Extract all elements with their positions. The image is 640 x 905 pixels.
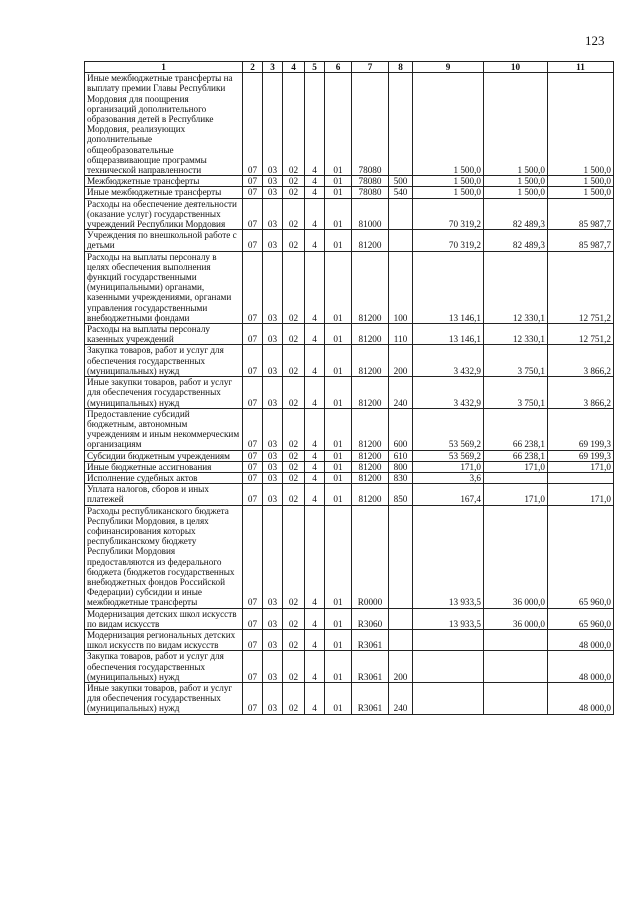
code-cell: 4: [305, 345, 325, 377]
amount-cell: 66 238,1: [484, 450, 548, 461]
table-row: [85, 198, 614, 230]
amount-cell: 1 500,0: [484, 73, 548, 176]
amount-cell: 85 987,7: [548, 198, 614, 230]
budget-table: [84, 61, 614, 715]
code-cell: 02: [283, 187, 305, 198]
code-cell: 500: [389, 176, 413, 187]
code-cell: 78080: [352, 187, 389, 198]
table-row: [85, 651, 614, 683]
code-cell: 610: [389, 450, 413, 461]
code-cell: 01: [325, 176, 352, 187]
code-cell: 02: [283, 251, 305, 323]
code-cell: 240: [389, 682, 413, 714]
amount-cell: 13 933,5: [413, 608, 484, 629]
amount-cell: 13 146,1: [413, 324, 484, 345]
amount-cell: 12 751,2: [548, 251, 614, 323]
amount-cell: 3 432,9: [413, 345, 484, 377]
page-number: 123: [585, 33, 605, 48]
column-header: 6: [325, 62, 352, 73]
code-cell: 81200: [352, 251, 389, 323]
code-cell: 03: [263, 230, 283, 251]
amount-cell: 70 319,2: [413, 230, 484, 251]
amount-cell: 1 500,0: [548, 73, 614, 176]
table-row: [85, 377, 614, 409]
code-cell: 01: [325, 629, 352, 650]
code-cell: 02: [283, 230, 305, 251]
code-cell: 03: [263, 461, 283, 472]
code-cell: 02: [283, 461, 305, 472]
expense-name-cell: Расходы республиканского бюджета Республики Мордовия, в целях софинансирования которых республиканскому бюджету Республики Мордовия предоставляются из федерального бюджета (бюджетов государственных внебюджетных фондов Российской Федерации) субсидии и иные межбюджетные трансферты: [85, 505, 243, 608]
code-cell: 01: [325, 408, 352, 450]
code-cell: 07: [243, 324, 263, 345]
code-cell: 01: [325, 472, 352, 483]
table-row: [85, 682, 614, 714]
code-cell: 03: [263, 251, 283, 323]
expense-name-cell: Иные межбюджетные трансферты: [85, 187, 243, 198]
table-row: [85, 345, 614, 377]
amount-cell: [548, 472, 614, 483]
code-cell: 03: [263, 450, 283, 461]
code-cell: 540: [389, 187, 413, 198]
code-cell: 4: [305, 176, 325, 187]
code-cell: 4: [305, 251, 325, 323]
expense-name-cell: Межбюджетные трансферты: [85, 176, 243, 187]
code-cell: 830: [389, 472, 413, 483]
code-cell: 01: [325, 377, 352, 409]
amount-cell: 3 866,2: [548, 345, 614, 377]
amount-cell: 12 751,2: [548, 324, 614, 345]
code-cell: 01: [325, 187, 352, 198]
amount-cell: 171,0: [413, 461, 484, 472]
amount-cell: 82 489,3: [484, 198, 548, 230]
code-cell: 4: [305, 484, 325, 505]
code-cell: 02: [283, 651, 305, 683]
amount-cell: 69 199,3: [548, 408, 614, 450]
code-cell: 03: [263, 73, 283, 176]
amount-cell: [484, 472, 548, 483]
code-cell: [389, 230, 413, 251]
table-row: [85, 629, 614, 650]
code-cell: 03: [263, 176, 283, 187]
expense-name-cell: Расходы на выплаты персоналу казенных учреждений: [85, 324, 243, 345]
code-cell: 01: [325, 484, 352, 505]
code-cell: 81200: [352, 345, 389, 377]
code-cell: 07: [243, 230, 263, 251]
code-cell: 02: [283, 484, 305, 505]
code-cell: 81200: [352, 450, 389, 461]
code-cell: 81200: [352, 230, 389, 251]
code-cell: 01: [325, 608, 352, 629]
amount-cell: 3 866,2: [548, 377, 614, 409]
code-cell: 03: [263, 377, 283, 409]
amount-cell: 85 987,7: [548, 230, 614, 251]
code-cell: 81200: [352, 377, 389, 409]
amount-cell: 1 500,0: [484, 187, 548, 198]
amount-cell: 1 500,0: [413, 73, 484, 176]
amount-cell: 3 432,9: [413, 377, 484, 409]
code-cell: 07: [243, 461, 263, 472]
amount-cell: 1 500,0: [484, 176, 548, 187]
code-cell: 07: [243, 377, 263, 409]
code-cell: 4: [305, 682, 325, 714]
code-cell: 07: [243, 608, 263, 629]
code-cell: 03: [263, 608, 283, 629]
column-header: 7: [352, 62, 389, 73]
amount-cell: [484, 629, 548, 650]
table-row: [85, 505, 614, 608]
table-row: [85, 230, 614, 251]
code-cell: 01: [325, 505, 352, 608]
code-cell: 03: [263, 198, 283, 230]
expense-name-cell: Закупка товаров, работ и услуг для обеспечения государственных (муниципальных) нужд: [85, 345, 243, 377]
code-cell: 81200: [352, 461, 389, 472]
code-cell: 03: [263, 324, 283, 345]
code-cell: 07: [243, 408, 263, 450]
column-header: 2: [243, 62, 263, 73]
code-cell: 03: [263, 651, 283, 683]
amount-cell: 3 750,1: [484, 377, 548, 409]
code-cell: 02: [283, 377, 305, 409]
code-cell: 02: [283, 176, 305, 187]
column-header: 3: [263, 62, 283, 73]
code-cell: 01: [325, 324, 352, 345]
expense-name-cell: Исполнение судебных актов: [85, 472, 243, 483]
amount-cell: 171,0: [548, 484, 614, 505]
amount-cell: 3,6: [413, 472, 484, 483]
amount-cell: 53 569,2: [413, 450, 484, 461]
code-cell: R3061: [352, 629, 389, 650]
column-header: 11: [548, 62, 614, 73]
code-cell: 4: [305, 198, 325, 230]
code-cell: 02: [283, 408, 305, 450]
code-cell: 02: [283, 345, 305, 377]
code-cell: 01: [325, 251, 352, 323]
code-cell: 07: [243, 450, 263, 461]
amount-cell: 1 500,0: [548, 187, 614, 198]
code-cell: 03: [263, 408, 283, 450]
expense-name-cell: Расходы на обеспечение деятельности (оказание услуг) государственных учреждений Республики Мордовия: [85, 198, 243, 230]
expense-name-cell: Учреждения по внешкольной работе с детьми: [85, 230, 243, 251]
code-cell: 07: [243, 484, 263, 505]
code-cell: 01: [325, 345, 352, 377]
amount-cell: 171,0: [484, 461, 548, 472]
code-cell: 07: [243, 505, 263, 608]
amount-cell: [413, 651, 484, 683]
amount-cell: [484, 651, 548, 683]
expense-name-cell: Субсидии бюджетным учреждениям: [85, 450, 243, 461]
code-cell: 07: [243, 629, 263, 650]
table-row: [85, 461, 614, 472]
code-cell: R3060: [352, 608, 389, 629]
code-cell: 81200: [352, 324, 389, 345]
table-row: [85, 176, 614, 187]
code-cell: 100: [389, 251, 413, 323]
code-cell: 07: [243, 472, 263, 483]
column-header: 10: [484, 62, 548, 73]
code-cell: 81200: [352, 484, 389, 505]
table-row: [85, 251, 614, 323]
code-cell: 03: [263, 629, 283, 650]
amount-cell: 48 000,0: [548, 629, 614, 650]
code-cell: 78080: [352, 176, 389, 187]
amount-cell: [484, 682, 548, 714]
column-header: 5: [305, 62, 325, 73]
code-cell: 240: [389, 377, 413, 409]
column-header: 4: [283, 62, 305, 73]
code-cell: 02: [283, 198, 305, 230]
code-cell: 78080: [352, 73, 389, 176]
code-cell: 01: [325, 450, 352, 461]
code-cell: [389, 629, 413, 650]
code-cell: 01: [325, 198, 352, 230]
expense-name-cell: Предоставление субсидий бюджетным, автономным учреждениям и иным некоммерческим организациям: [85, 408, 243, 450]
expense-name-cell: Иные закупки товаров, работ и услуг для обеспечения государственных (муниципальных) нужд: [85, 377, 243, 409]
expense-name-cell: Модернизация региональных детских школ искусств по видам искусств: [85, 629, 243, 650]
code-cell: R3061: [352, 682, 389, 714]
table-row: [85, 324, 614, 345]
expense-name-cell: Уплата налогов, сборов и иных платежей: [85, 484, 243, 505]
code-cell: 4: [305, 651, 325, 683]
code-cell: [389, 73, 413, 176]
amount-cell: [413, 682, 484, 714]
amount-cell: 70 319,2: [413, 198, 484, 230]
code-cell: 4: [305, 461, 325, 472]
code-cell: 01: [325, 230, 352, 251]
code-cell: 81200: [352, 472, 389, 483]
code-cell: 600: [389, 408, 413, 450]
amount-cell: 65 960,0: [548, 505, 614, 608]
code-cell: R0000: [352, 505, 389, 608]
amount-cell: 12 330,1: [484, 251, 548, 323]
column-header: 9: [413, 62, 484, 73]
amount-cell: 171,0: [484, 484, 548, 505]
code-cell: 4: [305, 505, 325, 608]
code-cell: 800: [389, 461, 413, 472]
amount-cell: 171,0: [548, 461, 614, 472]
code-cell: 07: [243, 187, 263, 198]
code-cell: 4: [305, 608, 325, 629]
code-cell: 02: [283, 608, 305, 629]
code-cell: 4: [305, 324, 325, 345]
code-cell: 850: [389, 484, 413, 505]
code-cell: 01: [325, 461, 352, 472]
code-cell: 07: [243, 251, 263, 323]
code-cell: 02: [283, 324, 305, 345]
amount-cell: 12 330,1: [484, 324, 548, 345]
expense-name-cell: Иные закупки товаров, работ и услуг для обеспечения государственных (муниципальных) нужд: [85, 682, 243, 714]
expense-name-cell: Закупка товаров, работ и услуг для обеспечения государственных (муниципальных) нужд: [85, 651, 243, 683]
code-cell: 4: [305, 187, 325, 198]
amount-cell: 53 569,2: [413, 408, 484, 450]
code-cell: 01: [325, 651, 352, 683]
code-cell: 110: [389, 324, 413, 345]
code-cell: [389, 505, 413, 608]
code-cell: [389, 198, 413, 230]
expense-name-cell: Иные межбюджетные трансферты на выплату премии Главы Республики Мордовия для поощрения организаций дополнительного образования детей в Республике Мордовия, реализующих дополнительные общеобразовательные общеразвивающие программы технической направленности: [85, 73, 243, 176]
amount-cell: 69 199,3: [548, 450, 614, 461]
amount-cell: 36 000,0: [484, 608, 548, 629]
amount-cell: 66 238,1: [484, 408, 548, 450]
code-cell: 200: [389, 345, 413, 377]
code-cell: 4: [305, 73, 325, 176]
amount-cell: 48 000,0: [548, 651, 614, 683]
code-cell: 01: [325, 73, 352, 176]
table-row: [85, 73, 614, 176]
code-cell: 07: [243, 176, 263, 187]
table-row: [85, 450, 614, 461]
amount-cell: 65 960,0: [548, 608, 614, 629]
code-cell: 4: [305, 377, 325, 409]
table-row: [85, 187, 614, 198]
amount-cell: 13 146,1: [413, 251, 484, 323]
column-header: 1: [85, 62, 243, 73]
amount-cell: 3 750,1: [484, 345, 548, 377]
code-cell: 02: [283, 472, 305, 483]
code-cell: 07: [243, 345, 263, 377]
expense-name-cell: Иные бюджетные ассигнования: [85, 461, 243, 472]
code-cell: 07: [243, 651, 263, 683]
code-cell: 03: [263, 484, 283, 505]
code-cell: 03: [263, 505, 283, 608]
code-cell: 4: [305, 230, 325, 251]
code-cell: 81200: [352, 408, 389, 450]
code-cell: 07: [243, 682, 263, 714]
code-cell: 200: [389, 651, 413, 683]
code-cell: 01: [325, 682, 352, 714]
code-cell: 03: [263, 472, 283, 483]
code-cell: 02: [283, 682, 305, 714]
amount-cell: 13 933,5: [413, 505, 484, 608]
code-cell: 4: [305, 408, 325, 450]
column-header: 8: [389, 62, 413, 73]
amount-cell: 36 000,0: [484, 505, 548, 608]
code-cell: 4: [305, 472, 325, 483]
table-row: [85, 608, 614, 629]
table-row: [85, 472, 614, 483]
amount-cell: 1 500,0: [548, 176, 614, 187]
code-cell: 07: [243, 73, 263, 176]
amount-cell: [413, 629, 484, 650]
code-cell: 03: [263, 682, 283, 714]
code-cell: 4: [305, 450, 325, 461]
amount-cell: 48 000,0: [548, 682, 614, 714]
code-cell: 02: [283, 505, 305, 608]
table-body: [85, 73, 614, 714]
amount-cell: 82 489,3: [484, 230, 548, 251]
amount-cell: 1 500,0: [413, 187, 484, 198]
code-cell: 02: [283, 73, 305, 176]
code-cell: 4: [305, 629, 325, 650]
table-row: [85, 408, 614, 450]
code-cell: R3061: [352, 651, 389, 683]
code-cell: 03: [263, 187, 283, 198]
table-row: [85, 484, 614, 505]
table-header-row: [85, 62, 614, 73]
code-cell: 02: [283, 450, 305, 461]
code-cell: [389, 608, 413, 629]
code-cell: 02: [283, 629, 305, 650]
code-cell: 81000: [352, 198, 389, 230]
expense-name-cell: Расходы на выплаты персоналу в целях обеспечения выполнения функций государственными (муниципальными) органами, казенными учреждениями, органами управления государственными внебюджетными фондами: [85, 251, 243, 323]
code-cell: 07: [243, 198, 263, 230]
code-cell: 03: [263, 345, 283, 377]
expense-name-cell: Модернизация детских школ искусств по видам искусств: [85, 608, 243, 629]
amount-cell: 1 500,0: [413, 176, 484, 187]
amount-cell: 167,4: [413, 484, 484, 505]
